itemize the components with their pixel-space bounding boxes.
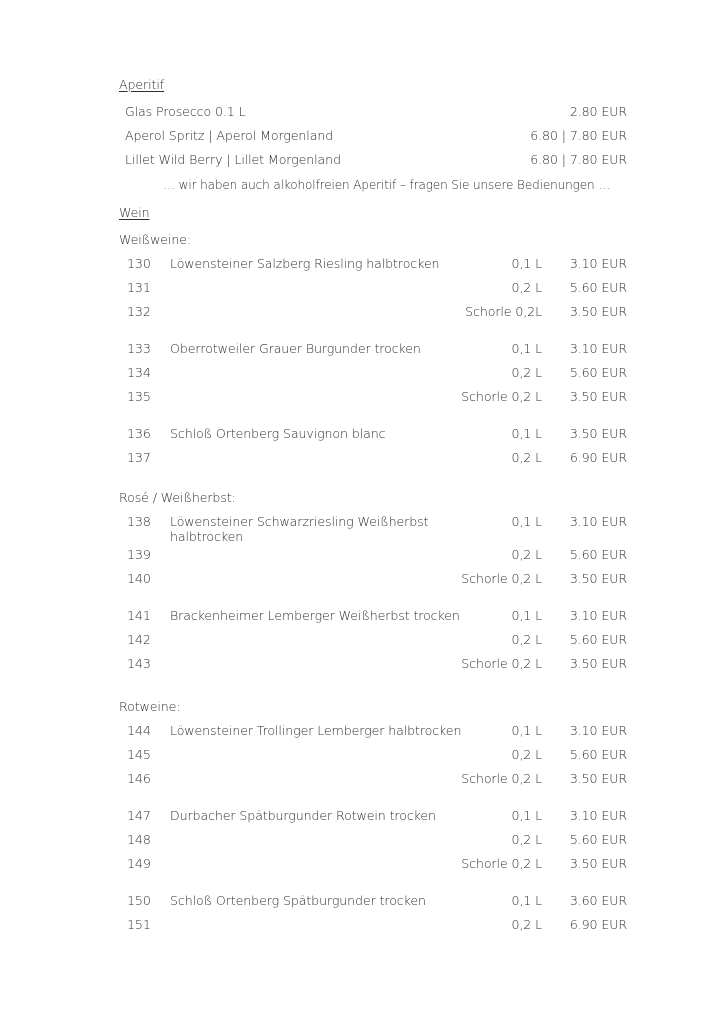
wine-price: 3.10 EUR bbox=[569, 608, 627, 623]
wine-number: 134 bbox=[127, 365, 151, 380]
wine-number: 139 bbox=[127, 547, 151, 562]
wine-size: 0,1 L bbox=[511, 893, 542, 908]
aperitif-item-name: Lillet Wild Berry | Lillet Morgenland bbox=[125, 152, 341, 167]
wine-price: 3.10 EUR bbox=[569, 341, 627, 356]
wine-size: Schorle 0,2L bbox=[465, 304, 542, 319]
wine-number: 145 bbox=[127, 747, 151, 762]
wine-price: 3.50 EUR bbox=[569, 656, 627, 671]
wine-number: 136 bbox=[127, 426, 151, 441]
wine-size: 0,2 L bbox=[511, 450, 542, 465]
wine-number: 146 bbox=[127, 771, 151, 786]
wine-number: 132 bbox=[127, 304, 151, 319]
wine-number: 148 bbox=[127, 832, 151, 847]
wine-description: Löwensteiner Schwarzriesling Weißherbst halbtrocken bbox=[170, 514, 429, 544]
aperitif-note: … wir haben auch alkoholfreien Aperitif – fragen Sie unsere Bedienungen … bbox=[163, 178, 611, 192]
wine-size: 0,1 L bbox=[511, 808, 542, 823]
wine-price: 3.50 EUR bbox=[569, 856, 627, 871]
wine-size: 0,2 L bbox=[511, 832, 542, 847]
wine-number: 138 bbox=[127, 514, 151, 529]
wine-size: 0,1 L bbox=[511, 341, 542, 356]
wine-number: 151 bbox=[127, 917, 151, 932]
wine-size: 0,1 L bbox=[511, 723, 542, 738]
wine-price: 5.60 EUR bbox=[569, 632, 627, 647]
wine-size: 0,1 L bbox=[511, 426, 542, 441]
wine-size: Schorle 0,2 L bbox=[461, 771, 542, 786]
wine-price: 5.60 EUR bbox=[569, 747, 627, 762]
aperitif-item-name: Glas Prosecco 0.1 L bbox=[125, 104, 246, 119]
wine-description: Oberrotweiler Grauer Burgunder trocken bbox=[170, 341, 421, 356]
wine-price: 3.10 EUR bbox=[569, 808, 627, 823]
wine-number: 133 bbox=[127, 341, 151, 356]
wine-price: 6.90 EUR bbox=[569, 917, 627, 932]
section-title-rotweine: Rotweine: bbox=[119, 699, 181, 714]
wine-price: 5.60 EUR bbox=[569, 832, 627, 847]
wine-description: Löwensteiner Salzberg Riesling halbtrocken bbox=[170, 256, 440, 271]
wine-number: 141 bbox=[127, 608, 151, 623]
wine-size: 0,2 L bbox=[511, 365, 542, 380]
wine-size: 0,2 L bbox=[511, 747, 542, 762]
wine-number: 140 bbox=[127, 571, 151, 586]
wine-price: 3.50 EUR bbox=[569, 571, 627, 586]
wine-price: 3.50 EUR bbox=[569, 389, 627, 404]
wine-price: 3.50 EUR bbox=[569, 304, 627, 319]
wine-description: Durbacher Spätburgunder Rotwein trocken bbox=[170, 808, 436, 823]
wine-size: 0,2 L bbox=[511, 547, 542, 562]
wine-number: 131 bbox=[127, 280, 151, 295]
wine-number: 130 bbox=[127, 256, 151, 271]
wine-size: 0,1 L bbox=[511, 256, 542, 271]
aperitif-item-name: Aperol Spritz | Aperol Morgenland bbox=[125, 128, 334, 143]
wine-price: 5.60 EUR bbox=[569, 547, 627, 562]
wine-size: Schorle 0,2 L bbox=[461, 571, 542, 586]
wine-number: 147 bbox=[127, 808, 151, 823]
wine-number: 150 bbox=[127, 893, 151, 908]
wine-size: Schorle 0,2 L bbox=[461, 656, 542, 671]
wine-price: 5.60 EUR bbox=[569, 365, 627, 380]
wine-size: Schorle 0,2 L bbox=[461, 389, 542, 404]
wine-description: Schloß Ortenberg Spätburgunder trocken bbox=[170, 893, 426, 908]
wein-heading: Wein bbox=[119, 205, 150, 220]
wine-price: 3.10 EUR bbox=[569, 256, 627, 271]
wine-number: 135 bbox=[127, 389, 151, 404]
wine-price: 3.50 EUR bbox=[569, 426, 627, 441]
wine-number: 144 bbox=[127, 723, 151, 738]
wine-size: 0,1 L bbox=[511, 608, 542, 623]
wine-description: Brackenheimer Lemberger Weißherbst trocken bbox=[170, 608, 460, 623]
aperitif-item-price: 6.80 | 7.80 EUR bbox=[530, 152, 627, 167]
wine-description: Schloß Ortenberg Sauvignon blanc bbox=[170, 426, 386, 441]
wine-price: 3.10 EUR bbox=[569, 514, 627, 529]
wine-size: Schorle 0,2 L bbox=[461, 856, 542, 871]
wine-number: 143 bbox=[127, 656, 151, 671]
wine-size: 0,1 L bbox=[511, 514, 542, 529]
wine-number: 137 bbox=[127, 450, 151, 465]
aperitif-item-price: 2.80 EUR bbox=[569, 104, 627, 119]
section-title-rose: Rosé / Weißherbst: bbox=[119, 490, 236, 505]
wine-size: 0,2 L bbox=[511, 280, 542, 295]
wine-size: 0,2 L bbox=[511, 917, 542, 932]
wine-price: 3.10 EUR bbox=[569, 723, 627, 738]
aperitif-item-price: 6.80 | 7.80 EUR bbox=[530, 128, 627, 143]
wine-price: 5.60 EUR bbox=[569, 280, 627, 295]
wine-size: 0,2 L bbox=[511, 632, 542, 647]
wine-price: 6.90 EUR bbox=[569, 450, 627, 465]
wine-number: 142 bbox=[127, 632, 151, 647]
wine-price: 3.60 EUR bbox=[569, 893, 627, 908]
wine-price: 3.50 EUR bbox=[569, 771, 627, 786]
wine-description: Löwensteiner Trollinger Lemberger halbtrocken bbox=[170, 723, 462, 738]
wine-number: 149 bbox=[127, 856, 151, 871]
aperitif-heading: Aperitif bbox=[119, 77, 165, 92]
section-title-weissweine: Weißweine: bbox=[119, 232, 191, 247]
